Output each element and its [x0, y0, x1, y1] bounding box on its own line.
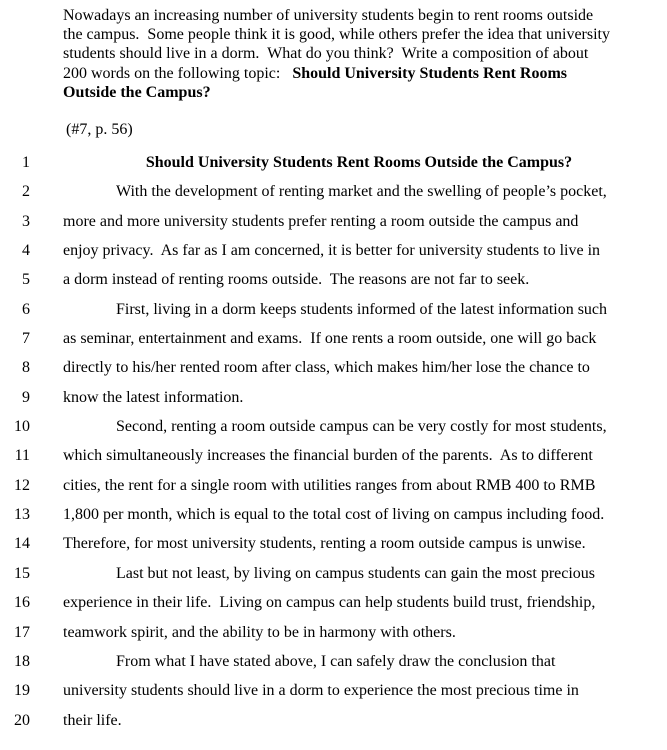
essay-line-text: their life.	[63, 711, 122, 729]
essay-line	[0, 329, 667, 358]
essay-line	[0, 681, 667, 710]
prompt-topic-bold: Outside the Campus?	[63, 83, 211, 101]
essay-line	[0, 358, 667, 387]
essay-line-text: First, living in a dorm keeps students informed of the latest information such	[116, 300, 608, 318]
prompt-text: the campus. Some people think it is good, while others prefer the idea that university	[63, 26, 610, 44]
page-reference: (#7, p. 56)	[66, 121, 133, 138]
line-number: 1	[22, 154, 30, 171]
essay-line	[0, 534, 667, 563]
essay-body	[0, 153, 667, 740]
essay-line	[0, 212, 667, 241]
essay-line	[0, 153, 667, 182]
prompt-text: students should live in a dorm. What do you think? Write a composition of about	[63, 45, 589, 63]
essay-line	[0, 446, 667, 475]
essay-title: Should University Students Rent Rooms Outside the Campus?	[145, 154, 573, 171]
essay-line-text: as seminar, entertainment and exams. If one rents a room outside, one will go back	[63, 330, 597, 348]
essay-line-text: directly to his/her rented room after class, which makes him/her lose the chance to	[63, 359, 590, 377]
line-number: 11	[14, 447, 30, 465]
line-number: 20	[14, 711, 30, 729]
essay-line	[0, 476, 667, 505]
essay-line-text: teamwork spirit, and the ability to be in harmony with others.	[63, 623, 456, 641]
essay-line	[0, 182, 667, 211]
essay-line	[0, 711, 667, 740]
prompt-text: 200 words on the following topic:	[63, 64, 293, 82]
line-number: 14	[14, 535, 30, 553]
line-number: 5	[22, 271, 30, 289]
line-number: 13	[14, 506, 30, 524]
essay-line-text: Therefore, for most university students, renting a room outside campus is unwise.	[63, 535, 586, 553]
line-number: 9	[22, 388, 30, 406]
line-number: 18	[14, 652, 30, 670]
essay-line-text: enjoy privacy. As far as I am concerned, it is better for university students to live in	[63, 242, 601, 260]
line-number: 7	[22, 330, 30, 348]
essay-line	[0, 564, 667, 593]
essay-line-text: a dorm instead of renting rooms outside. The reasons are not far to seek.	[63, 271, 530, 289]
prompt-line	[63, 6, 663, 25]
essay-line	[0, 593, 667, 622]
essay-line	[0, 652, 667, 681]
essay-line-text: cities, the rent for a single room with utilities ranges from about RMB 400 to RMB	[63, 476, 596, 494]
line-number: 17	[14, 623, 30, 641]
essay-line-text: 1,800 per month, which is equal to the total cost of living on campus including food.	[63, 506, 605, 524]
essay-line	[0, 623, 667, 652]
line-number: 19	[14, 682, 30, 700]
essay-line-text: Second, renting a room outside campus can be very costly for most students,	[116, 418, 607, 436]
line-number: 16	[14, 594, 30, 612]
essay-line-text: With the development of renting market and the swelling of people’s pocket,	[116, 183, 607, 201]
essay-line	[0, 505, 667, 534]
essay-line	[0, 300, 667, 329]
essay-line-text: university students should live in a dorm to experience the most precious time in	[63, 682, 579, 700]
essay-line-text: experience in their life. Living on campus can help students build trust, friendship,	[63, 594, 596, 612]
line-number: 15	[14, 564, 30, 582]
essay-line	[0, 417, 667, 446]
exam-prompt	[63, 6, 663, 102]
line-number: 4	[22, 242, 30, 260]
essay-line	[0, 241, 667, 270]
line-number: 3	[22, 212, 30, 230]
line-number: 8	[22, 359, 30, 377]
prompt-text: Nowadays an increasing number of university students begin to rent rooms outside	[63, 7, 594, 24]
prompt-topic-bold: Should University Students Rent Rooms	[292, 64, 568, 82]
line-number: 12	[14, 476, 30, 494]
essay-line-text: which simultaneously increases the financial burden of the parents. As to different	[63, 447, 593, 465]
essay-line-text: know the latest information.	[63, 388, 244, 406]
line-number: 6	[22, 300, 30, 318]
prompt-line	[63, 83, 663, 102]
essay-line	[0, 388, 667, 417]
prompt-line	[63, 25, 663, 44]
essay-line-text: more and more university students prefer renting a room outside the campus and	[63, 212, 579, 230]
line-number: 10	[14, 418, 30, 436]
line-number: 2	[22, 183, 30, 201]
essay-line	[0, 270, 667, 299]
essay-line-text: Last but not least, by living on campus students can gain the most precious	[116, 564, 596, 582]
prompt-line	[63, 44, 663, 63]
prompt-line	[63, 64, 663, 83]
essay-line-text: From what I have stated above, I can safely draw the conclusion that	[116, 652, 556, 670]
